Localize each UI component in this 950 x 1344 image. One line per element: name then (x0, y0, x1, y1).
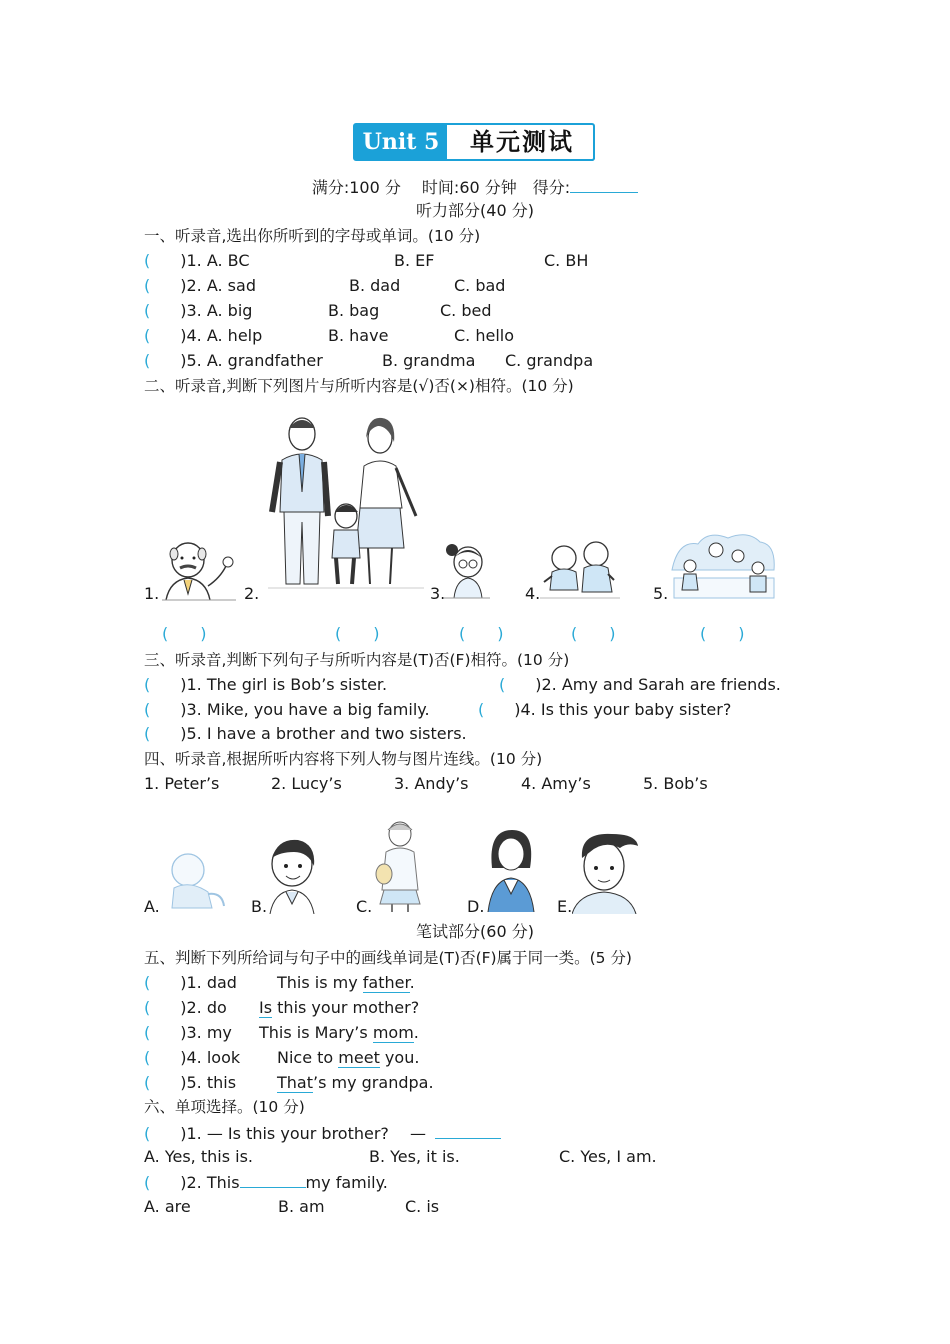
answer-blank[interactable] (435, 1122, 501, 1139)
answer-paren[interactable]: ( (144, 973, 151, 992)
twin-babies-picture (540, 540, 620, 600)
unit-label: Unit 5 (355, 125, 447, 159)
answer-blank[interactable] (240, 1171, 306, 1188)
answer-paren[interactable]: ( (144, 700, 151, 719)
s2-label-5: 5. (653, 584, 669, 603)
name-3[interactable]: 3. Andy’s (394, 774, 469, 793)
boy-picture[interactable] (264, 834, 320, 914)
s4-letter-a: A. (144, 897, 160, 916)
answer-paren[interactable]: ( (144, 1124, 151, 1143)
s2-label-1: 1. (144, 584, 160, 603)
section-4-heading: 四、听录音,根据所听内容将下列人物与图片连线。(10 分) (144, 750, 543, 768)
s6-q1: ( )1. — Is this your brother? — (144, 1122, 501, 1144)
s6-q2: ( )2. This my family. (144, 1173, 388, 1192)
s2-answer-3[interactable]: ( ) (459, 624, 504, 643)
answer-paren[interactable]: ( (144, 276, 151, 295)
listening-heading: 听力部分(40 分) (416, 201, 534, 220)
option-a[interactable]: A. are (144, 1197, 191, 1216)
answer-paren[interactable]: ( (144, 301, 151, 320)
s4-letter-e: E. (557, 897, 573, 916)
name-4[interactable]: 4. Amy’s (521, 774, 591, 793)
s5-q1: ( )1. dad This is my father. (144, 973, 415, 992)
score-blank[interactable] (570, 176, 638, 193)
s5-q3: ( )3. my This is Mary’s mom. (144, 1023, 419, 1042)
test-meta: 满分:100 分 时间:60 分钟 得分: (0, 176, 950, 198)
girl-with-glasses-picture (444, 540, 490, 600)
s2-answer-1[interactable]: ( ) (162, 624, 207, 643)
answer-paren[interactable]: ( (144, 1173, 151, 1192)
answer-paren[interactable]: ( (144, 1023, 151, 1042)
answer-paren[interactable]: ( (144, 351, 151, 370)
test-title: 单元测试 (470, 127, 574, 156)
option-b[interactable]: B. Yes, it is. (369, 1147, 460, 1166)
answer-paren[interactable]: ( (144, 675, 151, 694)
s3-row-2: ( )3. Mike, you have a big family. ( )4. Is this your baby sister? (144, 700, 732, 719)
option-c[interactable]: C. is (405, 1197, 440, 1216)
writing-heading: 笔试部分(60 分) (416, 922, 534, 941)
s3-row-3: ( )5. I have a brother and two sisters. (144, 724, 467, 743)
s5-q2: ( )2. do Is this your mother? (144, 998, 420, 1017)
answer-paren[interactable]: ( (478, 700, 485, 719)
family-group-picture (668, 530, 778, 600)
s3-row-1: ( )1. The girl is Bob’s sister. ( )2. Amy and Sarah are friends. (144, 675, 781, 694)
s2-answer-5[interactable]: ( ) (700, 624, 745, 643)
name-1[interactable]: 1. Peter’s (144, 774, 220, 793)
option-a[interactable]: A. Yes, this is. (144, 1147, 253, 1166)
grandma-picture[interactable] (372, 820, 428, 914)
s4-letter-d: D. (467, 897, 485, 916)
s2-label-4: 4. (525, 584, 541, 603)
answer-paren[interactable]: ( (144, 1048, 151, 1067)
s5-q5: ( )5. this That’s my grandpa. (144, 1073, 434, 1092)
s2-answer-2[interactable]: ( ) (335, 624, 380, 643)
s5-q4: ( )4. look Nice to meet you. (144, 1048, 420, 1067)
answer-paren[interactable]: ( (499, 675, 506, 694)
name-2[interactable]: 2. Lucy’s (271, 774, 342, 793)
man-picture[interactable] (572, 830, 640, 914)
s1-q4: ( )4. A. help B. have C. hello (144, 326, 515, 345)
section-6-heading: 六、单项选择。(10 分) (144, 1098, 305, 1116)
s2-label-3: 3. (430, 584, 446, 603)
grandpa-waving-picture (160, 538, 236, 602)
s2-answer-4[interactable]: ( ) (571, 624, 616, 643)
s1-q2: ( )2. A. sad B. dad C. bad (144, 276, 506, 295)
family-picture (268, 412, 424, 592)
s1-q3: ( )3. A. big B. bag C. bed (144, 301, 492, 320)
s4-names (144, 773, 708, 795)
s4-letter-b: B. (251, 897, 268, 916)
section-5-heading: 五、判断下列所给词与句子中的画线单词是(T)否(F)属于同一类。(5 分) (144, 949, 632, 967)
s6-q2-options (144, 1196, 440, 1218)
option-b[interactable]: B. am (278, 1197, 325, 1216)
s4-letter-c: C. (356, 897, 373, 916)
option-c[interactable]: C. Yes, I am. (559, 1147, 657, 1166)
s1-q1: ( )1. A. BC B. EF C. BH (144, 251, 589, 270)
answer-paren[interactable]: ( (144, 724, 151, 743)
section-3-heading: 三、听录音,判断下列句子与所听内容是(T)否(F)相符。(10 分) (144, 651, 570, 669)
s2-label-2: 2. (244, 584, 260, 603)
answer-paren[interactable]: ( (144, 251, 151, 270)
baby-picture[interactable] (160, 848, 230, 912)
section-2-heading: 二、听录音,判断下列图片与所听内容是(√)否(×)相符。(10 分) (144, 377, 574, 395)
s1-q5: ( )5. A. grandfather B. grandma C. grandpa (144, 351, 594, 370)
s6-q1-options (144, 1146, 657, 1168)
name-5[interactable]: 5. Bob’s (643, 774, 708, 793)
answer-paren[interactable]: ( (144, 1073, 151, 1092)
section-1-heading: 一、听录音,选出你所听到的字母或单词。(10 分) (144, 227, 481, 245)
answer-paren[interactable]: ( (144, 326, 151, 345)
unit-title-banner (353, 123, 595, 161)
answer-paren[interactable]: ( (144, 998, 151, 1017)
woman-picture[interactable] (484, 828, 538, 912)
